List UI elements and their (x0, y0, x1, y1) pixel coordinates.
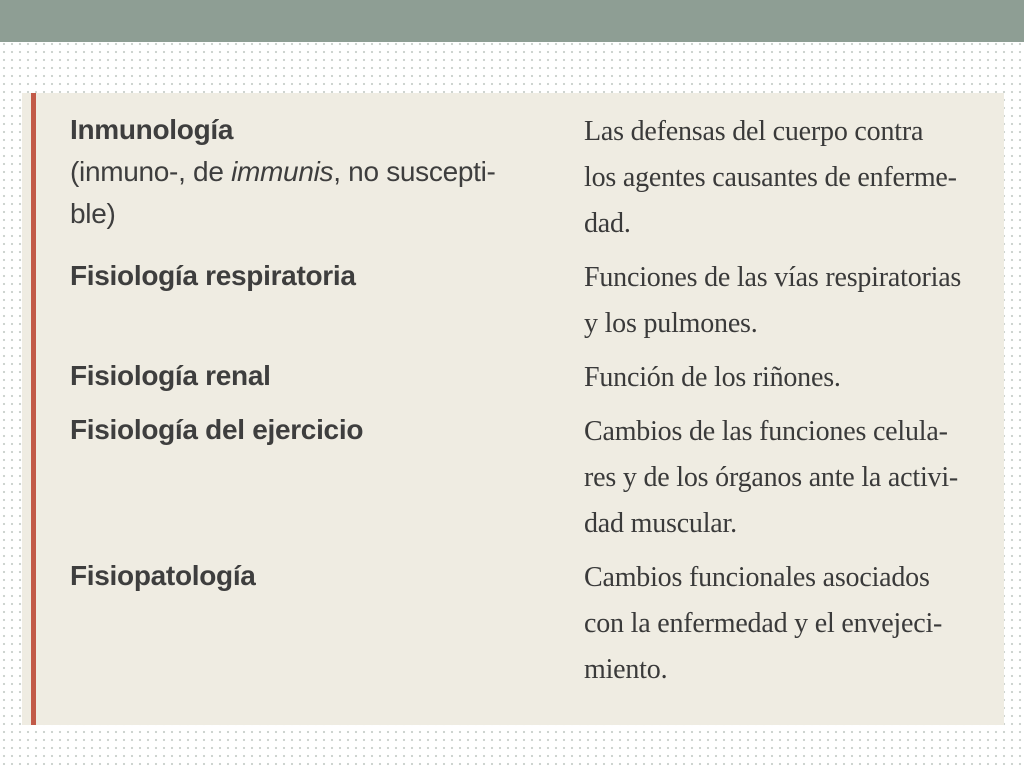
table-row-inmunologia (70, 109, 990, 247)
table-row-fisiologia-respiratoria (70, 255, 990, 347)
definition-line: Cambios de las funciones celula- (584, 416, 948, 447)
top-banner (0, 0, 1024, 42)
etymology-suffix: , no suscepti- (333, 156, 496, 187)
definition-cell (584, 255, 990, 347)
term-cell (70, 109, 584, 235)
definition-line: dad. (584, 208, 631, 239)
definition-line: Función de los riñones. (584, 362, 841, 393)
definition-cell (584, 109, 990, 247)
etymology-prefix: (inmuno-, de (70, 156, 232, 187)
definition-line: miento. (584, 654, 668, 685)
accent-line (31, 93, 36, 725)
table-row-fisiologia-renal (70, 355, 990, 401)
term-cell (70, 355, 584, 397)
term-name: Fisiología del ejercicio (70, 414, 364, 445)
term-name: Inmunología (70, 114, 234, 145)
table-row-fisiopatologia (70, 555, 990, 693)
term-cell (70, 409, 584, 451)
definition-line: y los pulmones. (584, 308, 758, 339)
terms-table (70, 109, 990, 693)
slide-content-panel (22, 93, 1004, 725)
term-etymology-continuation: ble) (70, 198, 116, 229)
definition-line: Cambios funcionales asociados (584, 562, 930, 593)
table-row-fisiologia-ejercicio (70, 409, 990, 547)
term-cell (70, 555, 584, 597)
term-etymology (70, 151, 584, 193)
definition-line: dad muscular. (584, 508, 737, 539)
definition-cell (584, 409, 990, 547)
definition-line: Las defensas del cuerpo contra (584, 116, 924, 147)
definition-line: con la enfermedad y el envejeci- (584, 608, 943, 639)
definition-cell (584, 555, 990, 693)
definition-cell (584, 355, 990, 401)
definition-line: los agentes causantes de enferme- (584, 162, 957, 193)
term-name: Fisiología renal (70, 360, 271, 391)
term-name: Fisiopatología (70, 560, 256, 591)
etymology-latin-word: immunis (231, 156, 334, 187)
definition-line: Funciones de las vías respiratorias (584, 262, 962, 293)
term-name: Fisiología respiratoria (70, 260, 356, 291)
term-cell (70, 255, 584, 297)
definition-line: res y de los órganos ante la activi- (584, 462, 959, 493)
